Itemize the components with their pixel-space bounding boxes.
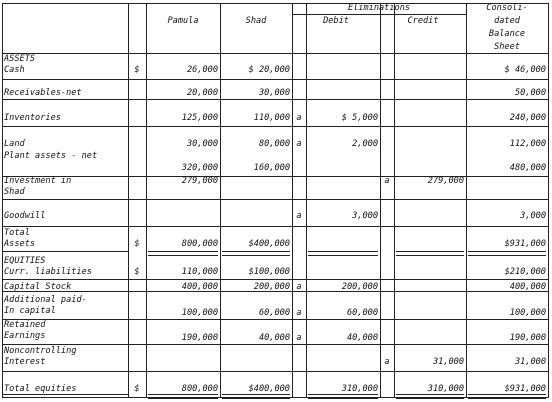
consolidated-value: 50,000: [514, 88, 546, 98]
credit-value: 310,000: [427, 384, 464, 394]
consolidated-value: 480,000: [509, 163, 546, 173]
dollar-sign: $: [134, 239, 140, 249]
shad-value: 40,000: [258, 333, 290, 343]
pamula-value: 320,000: [181, 163, 218, 173]
dollar-sign: $: [134, 65, 140, 75]
pamula-value: 279,000: [181, 176, 218, 186]
debit-value: 2,000: [352, 139, 378, 149]
debit-value: $ 5,000: [341, 113, 378, 123]
shad-value: $ 20,000: [248, 65, 290, 75]
shad-value: 60,000: [258, 308, 290, 318]
credit-flag: a: [384, 176, 390, 186]
grid-vline: [2, 3, 3, 397]
debit-value: 3,000: [352, 211, 378, 221]
row-rule: [2, 394, 129, 395]
grid-vline: [128, 3, 129, 397]
debit-flag: a: [296, 211, 302, 221]
row-label: ASSETS: [4, 54, 36, 64]
consolidated-value: 400,000: [509, 282, 546, 292]
shad-value: $400,000: [248, 384, 290, 394]
credit-value: 31,000: [432, 357, 464, 367]
row-rule: [2, 176, 549, 177]
row-rule: [2, 371, 549, 372]
consolidated-value: 3,000: [520, 211, 546, 221]
row-rule: [2, 291, 549, 292]
consolidated-value: 100,000: [509, 308, 546, 318]
row-rule: [2, 344, 549, 345]
credit-flag: a: [384, 357, 390, 367]
grid-vline: [292, 3, 293, 397]
row-label: Curr. liabilities: [4, 267, 92, 277]
shad-value: 110,000: [253, 113, 290, 123]
grid-vline: [380, 3, 381, 397]
grid-vline: [466, 3, 467, 397]
pamula-value: 30,000: [186, 139, 218, 149]
consolidated-value: 112,000: [509, 139, 546, 149]
row-rule: [2, 79, 549, 80]
double-underline: [222, 251, 290, 256]
shad-value: 80,000: [258, 139, 290, 149]
debit-flag: a: [296, 282, 302, 292]
row-label: Additional paid-: [4, 295, 87, 305]
row-label: Noncontrolling: [4, 346, 77, 356]
row-rule: [2, 279, 549, 280]
pamula-value: 400,000: [181, 282, 218, 292]
debit-value: 60,000: [346, 308, 378, 318]
header-consolidated-line: dated: [494, 16, 520, 26]
header-consolidated-line: Balance: [488, 29, 526, 39]
grid-vline: [146, 3, 147, 397]
header-rule: [2, 53, 549, 54]
pamula-value: 125,000: [181, 113, 218, 123]
header-consolidated-line: Consoli-: [486, 3, 528, 13]
debit-flag: a: [296, 139, 302, 149]
debit-value: 40,000: [346, 333, 378, 343]
shad-value: $100,000: [248, 267, 290, 277]
debit-value: 200,000: [341, 282, 378, 292]
pamula-value: 190,000: [181, 333, 218, 343]
row-rule: [2, 251, 129, 252]
row-rule: [2, 126, 549, 127]
debit-value: 310,000: [341, 384, 378, 394]
double-underline: [396, 251, 464, 256]
consolidated-value: $931,000: [504, 239, 546, 249]
pamula-value: 110,000: [181, 267, 218, 277]
credit-value: 279,000: [427, 176, 464, 186]
row-label: EQUITIES: [4, 256, 46, 266]
consolidated-value: 190,000: [509, 333, 546, 343]
consolidated-value: 31,000: [514, 357, 546, 367]
shad-value: $400,000: [248, 239, 290, 249]
header-shad: Shad: [245, 16, 267, 26]
row-rule: [2, 226, 549, 227]
consolidated-value: $210,000: [504, 267, 546, 277]
shad-value: 30,000: [258, 88, 290, 98]
row-label: Receivables-net: [4, 88, 82, 98]
row-label: Earnings: [4, 331, 46, 341]
row-label: Land: [4, 139, 25, 149]
header-consolidated-line: Sheet: [494, 42, 520, 52]
row-rule: [2, 199, 549, 200]
row-label: In capital: [4, 306, 56, 316]
eliminations-rule: [292, 14, 466, 15]
debit-flag: a: [296, 308, 302, 318]
row-label: Assets: [4, 239, 36, 249]
row-label: Retained: [4, 320, 46, 330]
grid-vline: [306, 3, 307, 397]
row-label: Investment in: [4, 176, 72, 186]
dollar-sign: $: [134, 384, 140, 394]
row-label: Shad: [4, 187, 25, 197]
row-label: Total equities: [4, 384, 77, 394]
row-label: Inventories: [4, 113, 61, 123]
header-debit: Debit: [323, 16, 349, 26]
dollar-sign: $: [134, 267, 140, 277]
grid-vline: [220, 3, 221, 397]
row-label: Goodwill: [4, 211, 46, 221]
double-underline: [468, 251, 546, 256]
shad-value: 200,000: [253, 282, 290, 292]
grid-vline: [394, 3, 395, 397]
row-rule: [2, 319, 549, 320]
header-credit: Credit: [407, 16, 439, 26]
grid-vline: [548, 3, 549, 397]
pamula-value: 100,000: [181, 308, 218, 318]
row-label: Plant assets - net: [4, 151, 98, 161]
row-label: Interest: [4, 357, 46, 367]
consolidated-value: $ 46,000: [504, 65, 546, 75]
row-label: Capital Stock: [4, 282, 72, 292]
consolidated-value: 240,000: [509, 113, 546, 123]
shad-value: 160,000: [253, 163, 290, 173]
double-underline: [308, 251, 378, 256]
header-pamula: Pamula: [167, 16, 199, 26]
debit-flag: a: [296, 113, 302, 123]
row-label: Cash: [4, 65, 25, 75]
pamula-value: 20,000: [186, 88, 218, 98]
row-label: Total: [4, 228, 30, 238]
pamula-value: 800,000: [181, 239, 218, 249]
double-underline: [148, 251, 218, 256]
pamula-value: 26,000: [186, 65, 218, 75]
header-eliminations: Eliminations: [347, 3, 411, 13]
row-rule: [2, 99, 549, 100]
grid-bottom-border: [2, 397, 549, 398]
consolidated-value: $931,000: [504, 384, 546, 394]
pamula-value: 800,000: [181, 384, 218, 394]
debit-flag: a: [296, 333, 302, 343]
